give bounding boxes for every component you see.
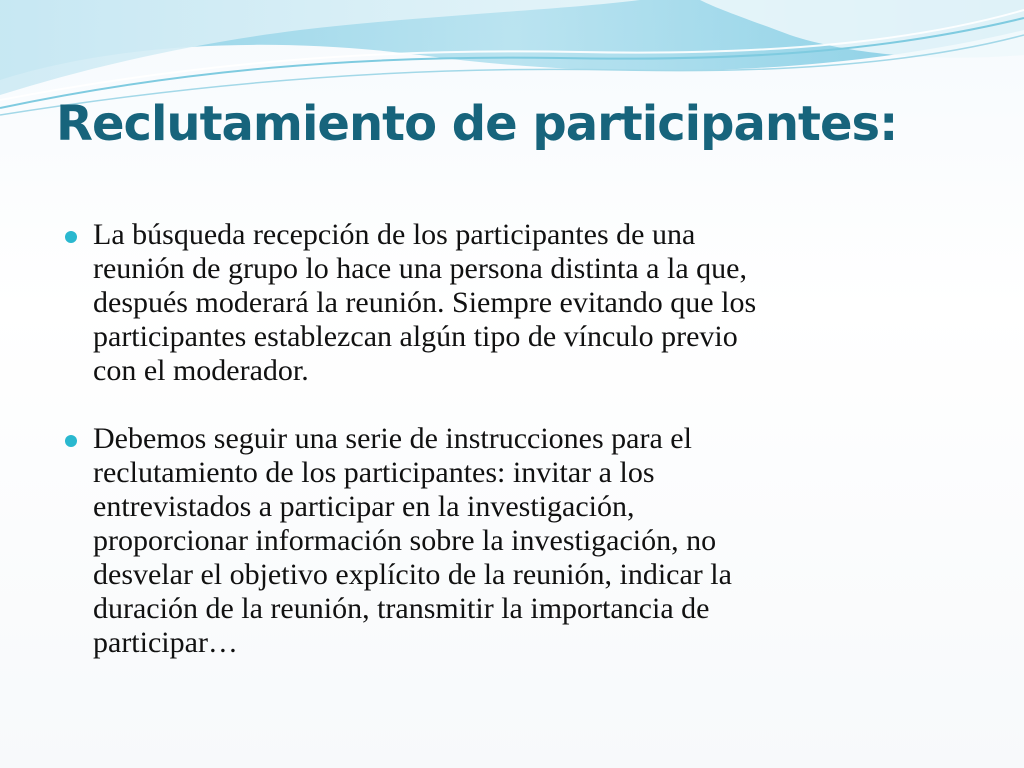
slide-title: Reclutamiento de participantes: bbox=[56, 96, 898, 152]
bullet-text-line: entrevistados a participar en la investigación, bbox=[93, 490, 635, 523]
bullet-item-1 bbox=[60, 218, 960, 388]
bullet-text-line: reclutamiento de los participantes: invitar a los bbox=[93, 456, 655, 489]
bullet-text-line: participar… bbox=[93, 626, 238, 659]
bullet-text-line: después moderará la reunión. Siempre evitando que los bbox=[93, 286, 757, 319]
bullet-text-line: duración de la reunión, transmitir la importancia de bbox=[93, 592, 710, 625]
bullet-text-line: Debemos seguir una serie de instrucciones para el bbox=[93, 422, 692, 455]
bullet-item-2 bbox=[60, 422, 960, 660]
bullet-dot-icon bbox=[65, 231, 77, 243]
bullet-text-line: con el moderador. bbox=[93, 354, 309, 387]
bullet-text-line: reunión de grupo lo hace una persona distinta a la que, bbox=[93, 252, 747, 285]
bullet-text-line: desvelar el objetivo explícito de la reunión, indicar la bbox=[93, 558, 732, 591]
bullet-list bbox=[60, 218, 960, 694]
bullet-text-line: La búsqueda recepción de los participantes de una bbox=[93, 218, 696, 251]
bullet-text-line: proporcionar información sobre la investigación, no bbox=[93, 524, 717, 557]
bullet-text-line: participantes establezcan algún tipo de vínculo previo bbox=[93, 320, 738, 353]
bullet-dot-icon bbox=[65, 435, 77, 447]
